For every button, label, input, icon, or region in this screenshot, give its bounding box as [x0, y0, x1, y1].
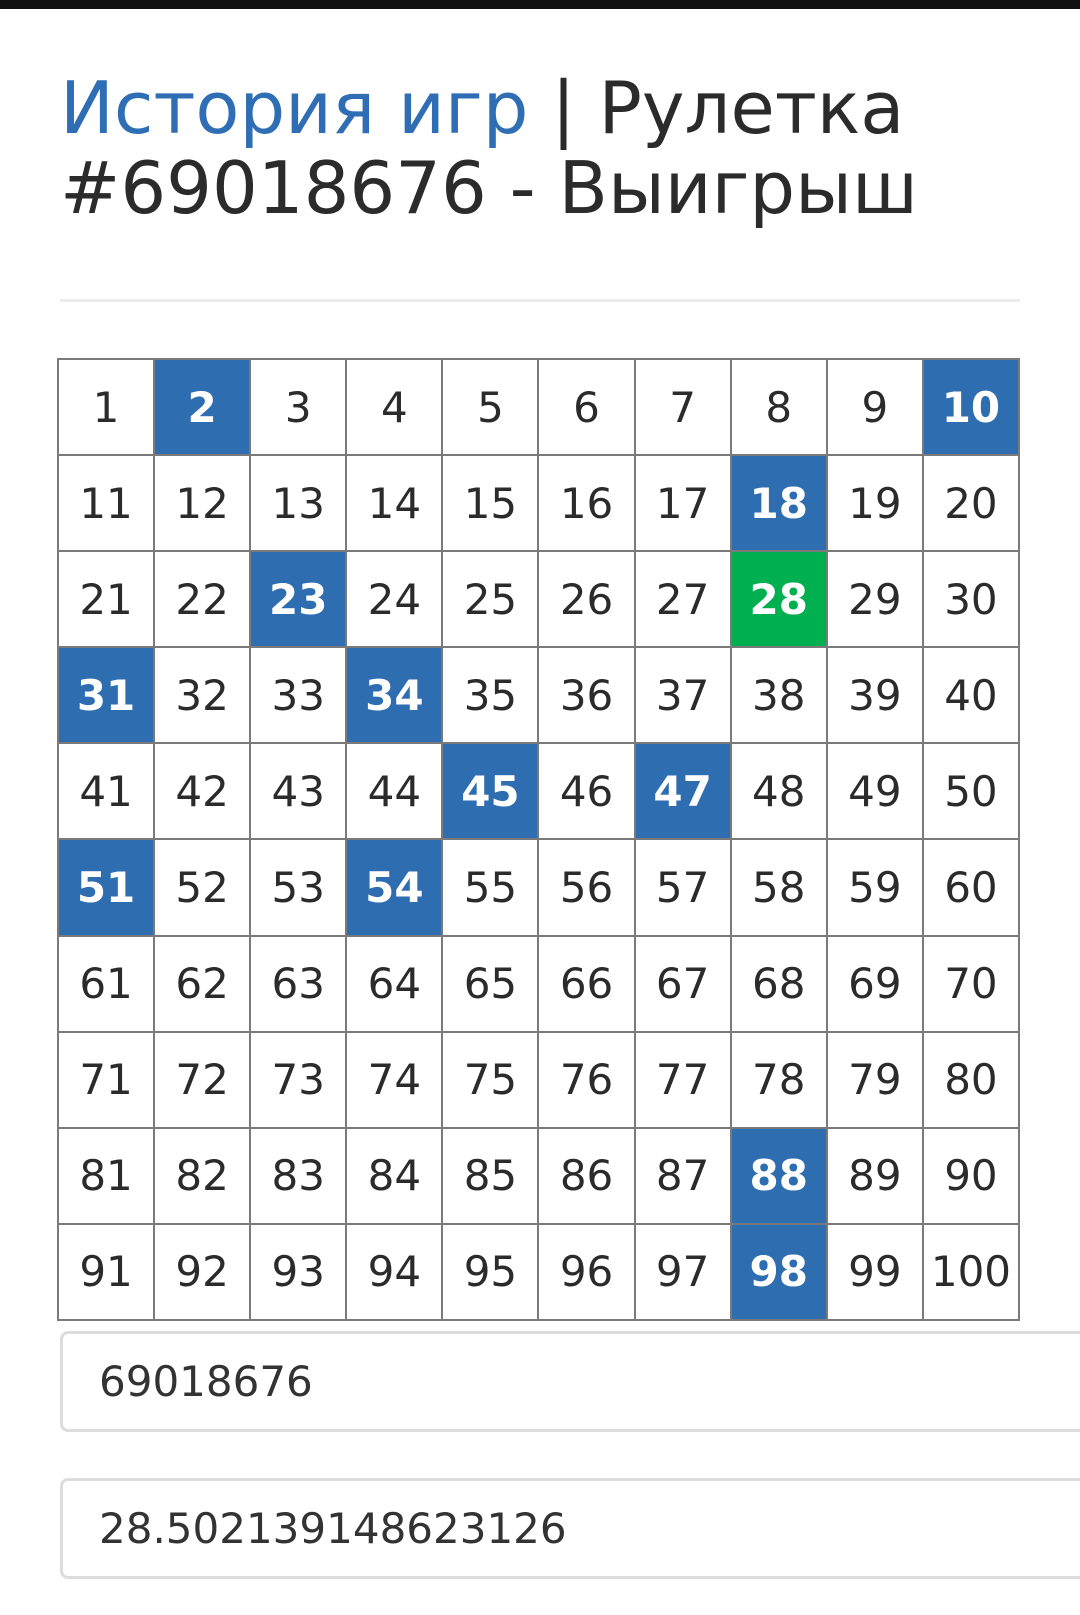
number-cell[interactable]: 69 [828, 937, 922, 1031]
number-cell[interactable]: 88 [732, 1129, 826, 1223]
number-cell[interactable]: 4 [347, 360, 441, 454]
number-cell[interactable]: 71 [59, 1033, 153, 1127]
number-cell[interactable]: 7 [636, 360, 730, 454]
number-cell[interactable]: 59 [828, 840, 922, 934]
number-cell[interactable]: 66 [539, 937, 633, 1031]
number-cell[interactable]: 24 [347, 552, 441, 646]
number-cell[interactable]: 1 [59, 360, 153, 454]
number-cell[interactable]: 47 [636, 744, 730, 838]
number-cell[interactable]: 19 [828, 456, 922, 550]
number-cell[interactable]: 79 [828, 1033, 922, 1127]
result-value-field[interactable]: 28.502139148623126 [60, 1478, 1080, 1579]
divider [60, 299, 1020, 302]
number-cell[interactable]: 48 [732, 744, 826, 838]
breadcrumb-separator: | [528, 66, 599, 150]
number-cell[interactable]: 75 [443, 1033, 537, 1127]
number-cell[interactable]: 33 [251, 648, 345, 742]
number-cell[interactable]: 84 [347, 1129, 441, 1223]
number-cell[interactable]: 92 [155, 1225, 249, 1319]
title-game-result: #69018676 - Выигрыш [60, 146, 918, 230]
number-cell[interactable]: 3 [251, 360, 345, 454]
number-cell[interactable]: 29 [828, 552, 922, 646]
status-bar [0, 0, 1080, 9]
number-cell[interactable]: 58 [732, 840, 826, 934]
number-cell[interactable]: 74 [347, 1033, 441, 1127]
number-cell[interactable]: 5 [443, 360, 537, 454]
number-cell[interactable]: 2 [155, 360, 249, 454]
number-cell[interactable]: 100 [924, 1225, 1018, 1319]
number-cell[interactable]: 86 [539, 1129, 633, 1223]
number-cell[interactable]: 45 [443, 744, 537, 838]
number-cell[interactable]: 65 [443, 937, 537, 1031]
number-cell[interactable]: 93 [251, 1225, 345, 1319]
number-cell[interactable]: 63 [251, 937, 345, 1031]
number-cell[interactable]: 70 [924, 937, 1018, 1031]
number-cell[interactable]: 15 [443, 456, 537, 550]
number-cell[interactable]: 64 [347, 937, 441, 1031]
number-cell[interactable]: 95 [443, 1225, 537, 1319]
number-cell[interactable]: 81 [59, 1129, 153, 1223]
number-cell[interactable]: 28 [732, 552, 826, 646]
number-cell[interactable]: 31 [59, 648, 153, 742]
number-cell[interactable]: 11 [59, 456, 153, 550]
number-cell[interactable]: 83 [251, 1129, 345, 1223]
number-cell[interactable]: 50 [924, 744, 1018, 838]
number-cell[interactable]: 36 [539, 648, 633, 742]
number-cell[interactable]: 52 [155, 840, 249, 934]
number-cell[interactable]: 30 [924, 552, 1018, 646]
number-cell[interactable]: 90 [924, 1129, 1018, 1223]
title-game-name: Рулетка [598, 66, 905, 150]
number-cell[interactable]: 94 [347, 1225, 441, 1319]
number-cell[interactable]: 60 [924, 840, 1018, 934]
number-cell[interactable]: 8 [732, 360, 826, 454]
game-id-field[interactable]: 69018676 [60, 1331, 1080, 1432]
number-cell[interactable]: 13 [251, 456, 345, 550]
number-cell[interactable]: 9 [828, 360, 922, 454]
number-cell[interactable]: 98 [732, 1225, 826, 1319]
number-cell[interactable]: 62 [155, 937, 249, 1031]
number-cell[interactable]: 85 [443, 1129, 537, 1223]
number-board [57, 358, 1020, 1321]
number-cell[interactable]: 78 [732, 1033, 826, 1127]
number-cell[interactable]: 41 [59, 744, 153, 838]
number-cell[interactable]: 14 [347, 456, 441, 550]
number-cell[interactable]: 61 [59, 937, 153, 1031]
number-cell[interactable]: 16 [539, 456, 633, 550]
number-cell[interactable]: 96 [539, 1225, 633, 1319]
number-cell[interactable]: 76 [539, 1033, 633, 1127]
breadcrumb-link-game-history[interactable]: История игр [60, 66, 529, 150]
number-cell[interactable]: 21 [59, 552, 153, 646]
number-cell[interactable]: 97 [636, 1225, 730, 1319]
number-cell[interactable]: 56 [539, 840, 633, 934]
number-cell[interactable]: 25 [443, 552, 537, 646]
number-cell[interactable]: 40 [924, 648, 1018, 742]
number-cell[interactable]: 18 [732, 456, 826, 550]
number-cell[interactable]: 91 [59, 1225, 153, 1319]
number-cell[interactable]: 26 [539, 552, 633, 646]
number-cell[interactable]: 51 [59, 840, 153, 934]
number-cell[interactable]: 6 [539, 360, 633, 454]
number-cell[interactable]: 12 [155, 456, 249, 550]
number-cell[interactable]: 87 [636, 1129, 730, 1223]
number-cell[interactable]: 77 [636, 1033, 730, 1127]
number-cell[interactable]: 57 [636, 840, 730, 934]
number-cell[interactable]: 80 [924, 1033, 1018, 1127]
number-cell[interactable]: 20 [924, 456, 1018, 550]
number-cell[interactable]: 38 [732, 648, 826, 742]
number-cell[interactable]: 23 [251, 552, 345, 646]
number-cell[interactable]: 34 [347, 648, 441, 742]
number-cell[interactable]: 55 [443, 840, 537, 934]
number-cell[interactable]: 10 [924, 360, 1018, 454]
number-cell[interactable]: 17 [636, 456, 730, 550]
number-cell[interactable]: 67 [636, 937, 730, 1031]
number-cell[interactable]: 22 [155, 552, 249, 646]
number-cell[interactable]: 32 [155, 648, 249, 742]
number-cell[interactable]: 35 [443, 648, 537, 742]
number-cell[interactable]: 46 [539, 744, 633, 838]
number-cell[interactable]: 54 [347, 840, 441, 934]
number-cell[interactable]: 82 [155, 1129, 249, 1223]
number-cell[interactable]: 44 [347, 744, 441, 838]
number-cell[interactable]: 39 [828, 648, 922, 742]
number-cell[interactable]: 27 [636, 552, 730, 646]
number-cell[interactable]: 43 [251, 744, 345, 838]
number-cell[interactable]: 49 [828, 744, 922, 838]
number-cell[interactable]: 37 [636, 648, 730, 742]
number-cell[interactable]: 99 [828, 1225, 922, 1319]
page-title [60, 68, 1020, 228]
number-cell[interactable]: 68 [732, 937, 826, 1031]
number-cell[interactable]: 73 [251, 1033, 345, 1127]
number-cell[interactable]: 42 [155, 744, 249, 838]
number-cell[interactable]: 53 [251, 840, 345, 934]
number-cell[interactable]: 72 [155, 1033, 249, 1127]
number-cell[interactable]: 89 [828, 1129, 922, 1223]
